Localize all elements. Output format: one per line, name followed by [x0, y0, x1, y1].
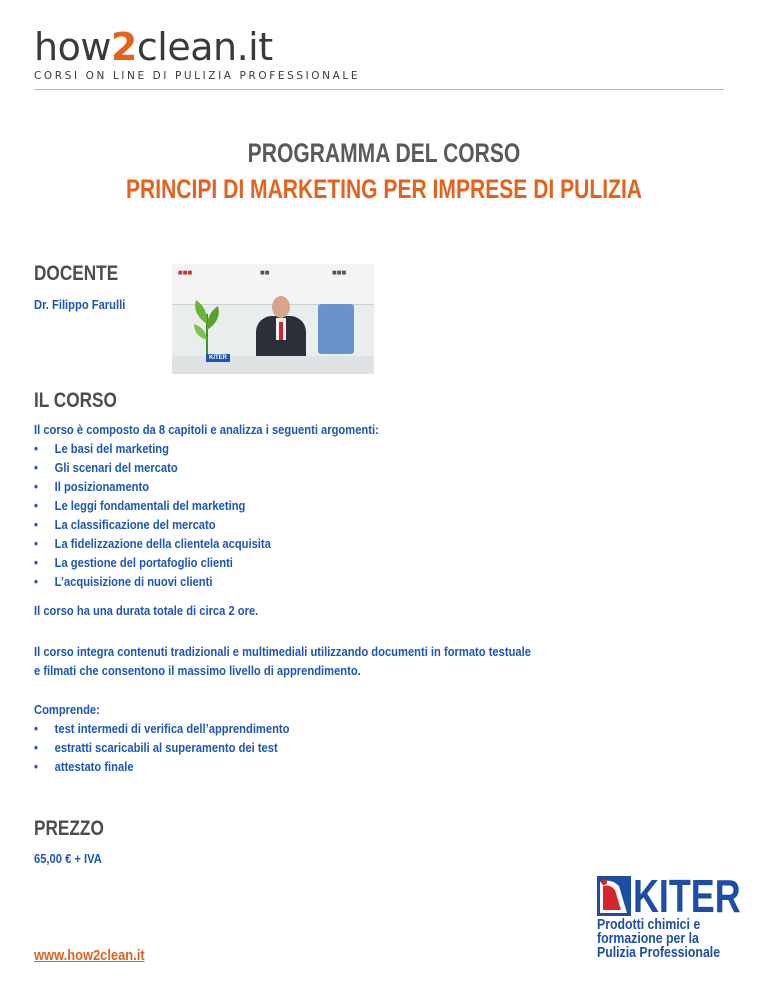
kiter-tagline-2: formazione per la — [597, 930, 699, 947]
photo-badge: KITER — [206, 354, 230, 362]
docente-heading: DOCENTE — [34, 262, 119, 285]
price-value: 65,00 € + IVA — [34, 851, 102, 866]
course-title: PRINCIPI DI MARKETING PER IMPRESE DI PULIZIA — [125, 174, 643, 204]
includes-block — [34, 700, 289, 776]
list-item: • La classificazione del mercato — [34, 517, 216, 532]
kiter-tagline-1: Prodotti chimici e — [597, 916, 701, 933]
list-item: • Gli scenari del mercato — [34, 460, 178, 475]
logo-part-2: 2 — [110, 25, 137, 69]
kiter-flag-icon — [597, 876, 631, 916]
logo-part-clean: clean.it — [136, 25, 273, 69]
header-divider — [34, 89, 724, 90]
kiter-logo — [597, 870, 768, 961]
website-link[interactable]: www.how2clean.it — [34, 947, 145, 964]
logo-part-how: how — [34, 25, 111, 69]
kiter-tagline — [597, 918, 740, 960]
list-item: • Le leggi fondamentali del marketing — [34, 498, 246, 513]
corso-heading: IL CORSO — [34, 389, 117, 412]
description-line-2: e filmati che consentono il massimo livello di apprendimento. — [34, 663, 361, 678]
kiter-tagline-3: Pulizia Professionale — [597, 944, 721, 961]
book-prop — [318, 304, 354, 354]
page-title: PROGRAMMA DEL CORSO — [247, 138, 521, 168]
includes-list — [34, 719, 289, 776]
description-line-1: Il corso integra contenuti tradizionali e multimediali utilizzando documenti in formato testuale — [34, 644, 531, 659]
list-item: • La fidelizzazione della clientela acquisita — [34, 536, 271, 551]
list-item: • L’acquisizione di nuovi clienti — [34, 574, 213, 589]
desk — [172, 356, 374, 374]
photo-sign-left: ■■■ — [178, 270, 193, 276]
photo-sign-center: ■■ — [260, 270, 270, 276]
docente-name: Dr. Filippo Farulli — [34, 297, 126, 312]
corso-intro: Il corso è composto da 8 capitoli e analizza i seguenti argomenti: — [34, 422, 379, 437]
list-item: • attestato finale — [34, 759, 134, 774]
list-item: • La gestione del portafoglio clienti — [34, 555, 233, 570]
includes-label: Comprende: — [34, 702, 100, 717]
kiter-wordmark: KITER — [633, 870, 741, 922]
prezzo-heading: PREZZO — [34, 817, 104, 840]
instructor-photo — [172, 264, 374, 374]
logo-tagline: CORSI ON LINE DI PULIZIA PROFESSIONALE — [34, 70, 361, 82]
logo-wordmark — [34, 25, 360, 69]
corso-description — [34, 642, 531, 680]
list-item: • Il posizionamento — [34, 479, 150, 494]
list-item: • estratti scaricabili al superamento dei test — [34, 740, 278, 755]
corso-duration: Il corso ha una durata totale di circa 2 ore. — [34, 603, 259, 618]
list-item: • Le basi del marketing — [34, 441, 169, 456]
photo-sign-right: ■■■ — [332, 270, 347, 276]
how2clean-logo — [34, 25, 361, 82]
topics-list — [34, 439, 379, 591]
list-item: • test intermedi di verifica dell’apprendimento — [34, 721, 290, 736]
corso-content — [34, 420, 379, 591]
